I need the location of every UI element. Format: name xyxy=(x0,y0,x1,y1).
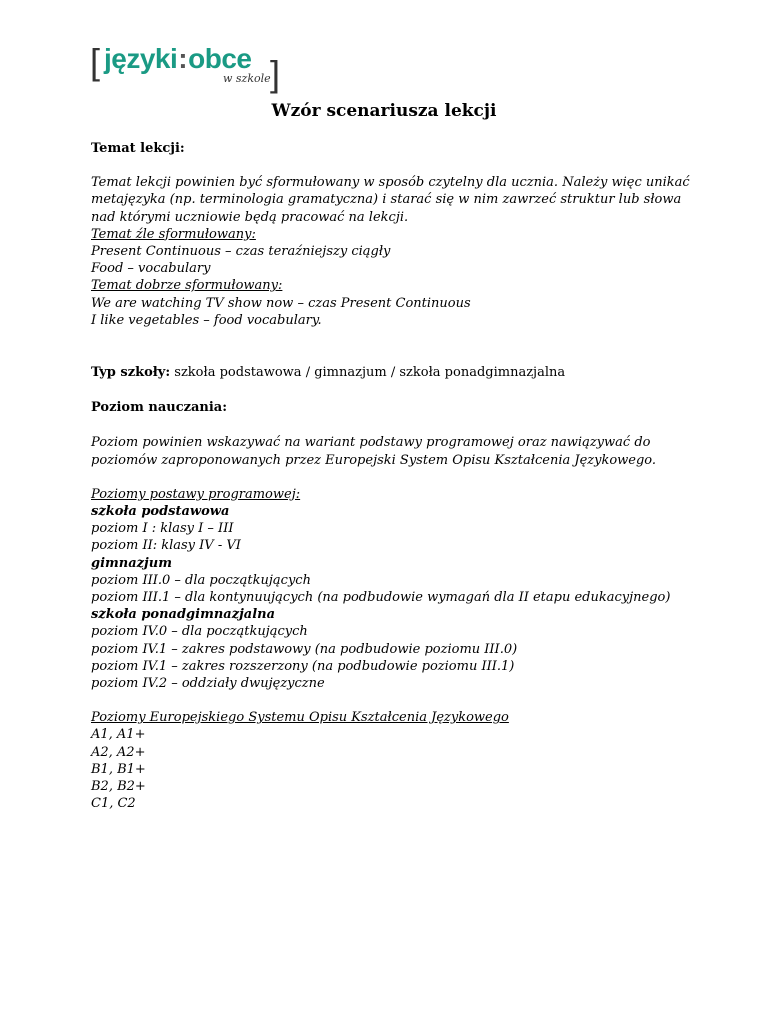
logo-bracket-left: [ xyxy=(90,41,101,82)
temat-bad-label: Temat źle sformułowany: xyxy=(91,226,256,242)
typ-label: Typ szkoły: xyxy=(91,365,171,381)
logo-subtitle: w szkole xyxy=(223,72,271,85)
typ-value: szkoła podstawowa / gimnazjum / szkoła ponadgimnazjalna xyxy=(170,365,566,381)
poziom-heading: Poziom nauczania: xyxy=(91,400,228,416)
temat-intro-line: nad którymi uczniowie będą pracować na lekcji. xyxy=(91,209,409,225)
es-level: A2, A2+ xyxy=(91,744,146,760)
es-label: Poziomy Europejskiego Systemu Opisu Kształcenia Językowego xyxy=(91,710,509,726)
pp-item: poziom IV.2 – oddziały dwujęzyczne xyxy=(91,676,325,692)
typ-szkoly xyxy=(91,364,691,381)
pp-item: poziom IV.0 – dla początkujących xyxy=(91,624,308,640)
logo-wordmark: języki:obce xyxy=(104,43,252,74)
pp-item: poziom III.1 – dla kontynuujących (na podbudowie wymagań dla II etapu edukacyjnego) xyxy=(91,590,671,606)
poziom-intro-line: poziomów zaproponowanych przez Europejski System Opisu Kształcenia Językowego. xyxy=(91,452,657,468)
temat-bad-example: Present Continuous – czas teraźniejszy ciągły xyxy=(91,244,391,260)
es-level: A1, A1+ xyxy=(91,727,146,743)
document-body xyxy=(91,140,691,813)
logo xyxy=(90,41,290,94)
document-title: Wzór scenariusza lekcji xyxy=(271,101,497,121)
temat-good-example: We are watching TV show now – czas Present Continuous xyxy=(91,295,471,311)
pp-group-name: szkoła ponadgimnazjalna xyxy=(91,607,276,623)
pp-group-name: gimnazjum xyxy=(91,555,172,571)
pp-group-name: szkoła podstawowa xyxy=(91,504,230,520)
poziom-intro-line: Poziom powinien wskazywać na wariant podstawy programowej oraz nawiązywać do xyxy=(91,435,651,451)
temat-bad-example: Food – vocabulary xyxy=(91,261,211,277)
es-level: C1, C2 xyxy=(91,796,136,812)
pp-item: poziom I : klasy I – III xyxy=(91,521,234,537)
pp-item: poziom IV.1 – zakres rozszerzony (na podbudowie poziomu III.1) xyxy=(91,658,515,674)
temat-heading: Temat lekcji: xyxy=(91,141,185,156)
pp-item: poziom III.0 – dla początkujących xyxy=(91,572,311,588)
logo-bracket-right: ] xyxy=(270,53,281,94)
temat-intro-line: Temat lekcji powinien być sformułowany w sposób czytelny dla ucznia. Należy więc unikać xyxy=(91,175,690,191)
temat-intro-line: metajęzyka (np. terminologia gramatyczna) i starać się w nim zawrzeć struktur lub słowa xyxy=(91,192,682,208)
pp-label: Poziomy postawy programowej: xyxy=(91,486,301,502)
pp-item: poziom IV.1 – zakres podstawowy (na podbudowie poziomu III.0) xyxy=(91,641,518,657)
temat-good-example: I like vegetables – food vocabulary. xyxy=(91,312,322,328)
pp-item: poziom II: klasy IV - VI xyxy=(91,538,241,554)
es-level: B1, B1+ xyxy=(91,761,146,777)
es-level: B2, B2+ xyxy=(91,779,146,795)
temat-good-label: Temat dobrze sformułowany: xyxy=(91,278,283,294)
